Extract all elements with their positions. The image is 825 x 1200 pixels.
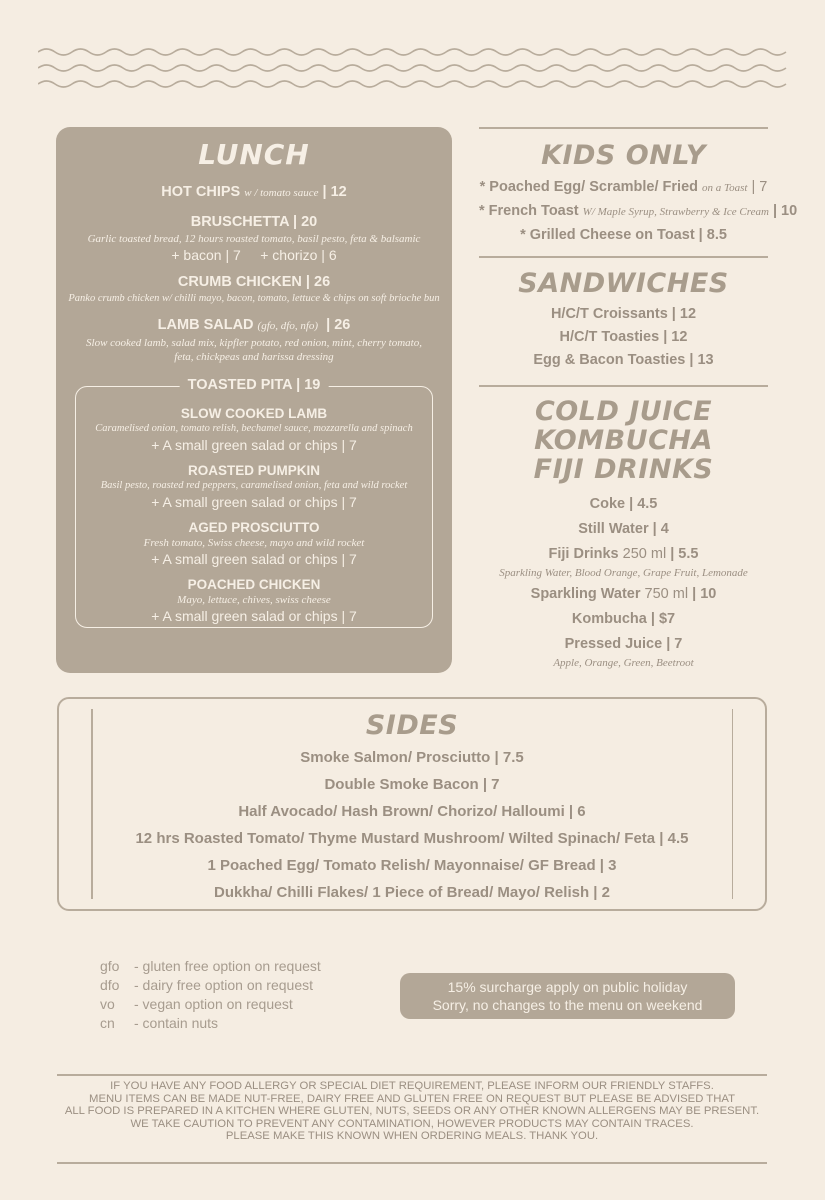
item-name: LAMB SALAD (157, 317, 254, 333)
item-description: Slow cooked lamb, salad mix, kipfler potato, red onion, mint, cherry tomato, (86, 337, 422, 349)
item-name: ROASTED PUMPKIN (187, 463, 320, 478)
menu-item-side: 12 hrs Roasted Tomato/ Thyme Mustard Mushroom/ Wilted Spinach/ Feta | 4.5 (135, 830, 689, 847)
divider (732, 709, 734, 899)
menu-item-pita (76, 519, 432, 569)
menu-item-pita (76, 405, 432, 455)
sides-title: SIDES (365, 710, 459, 741)
divider (57, 1162, 767, 1164)
allergy-line: PLEASE MAKE THIS KNOWN WHEN ORDERING MEALS. THANK YOU. (225, 1130, 599, 1142)
surcharge-notice (400, 973, 735, 1019)
divider (479, 127, 768, 129)
menu-item-crumb-chicken (56, 272, 452, 306)
allergy-notice (57, 1080, 767, 1143)
menu-item-sandwich: Egg & Bacon Toasties | 13 (533, 352, 714, 368)
item-note: (gfo, dfo, nfo) (257, 320, 319, 332)
item-description: Garlic toasted bread, 12 hours roasted tomato, basil pesto, feta & balsamic (87, 233, 421, 245)
item-extras: + bacon | 7 + chorizo | 6 (171, 247, 337, 263)
menu-item-drink (479, 542, 768, 567)
sandwiches-title: SANDWICHES (518, 268, 729, 299)
item-price: | 12 (322, 184, 347, 200)
dietary-legend (100, 957, 321, 1033)
decorative-waves (38, 44, 788, 94)
legend-text: - contain nuts (134, 1015, 219, 1031)
legend-text: - gluten free option on request (134, 958, 321, 974)
legend-key: cn (100, 1015, 115, 1031)
menu-item-side: 1 Poached Egg/ Tomato Relish/ Mayonnaise/ GF Bread | 3 (207, 857, 617, 874)
legend-text: - dairy free option on request (134, 977, 313, 993)
allergy-line: MENU ITEMS CAN BE MADE NUT-FREE, DAIRY FREE AND GLUTEN FREE ON REQUEST BUT PLEASE BE ADVISED THAT (89, 1092, 735, 1105)
item-description: Apple, Orange, Green, Beetroot (553, 657, 694, 669)
drinks-title-line: KOMBUCHA (534, 425, 713, 456)
divider (91, 709, 93, 899)
item-extras: + A small green salad or chips | 7 (151, 437, 357, 453)
item-price: | 10 (772, 203, 798, 219)
item-name: SLOW COOKED LAMB (180, 406, 328, 421)
item-description: Mayo, lettuce, chives, swiss cheese (177, 594, 331, 606)
toasted-pita-box (75, 377, 433, 628)
drinks-title-line: FIJI DRINKS (533, 454, 714, 485)
menu-item-drink: Kombucha | $7 (571, 611, 676, 627)
menu-item-sandwich: H/C/T Croissants | 12 (550, 306, 697, 322)
item-name: Sparkling Water (530, 586, 641, 602)
legend-text: - vegan option on request (134, 996, 293, 1012)
menu-item-drink: Pressed Juice | 7 (564, 636, 683, 652)
menu-item-kids (479, 176, 768, 200)
menu-item-drink (479, 581, 768, 607)
item-description: Basil pesto, roasted red peppers, caramelised onion, feta and wild rocket (100, 480, 408, 491)
item-price: | 10 (692, 586, 717, 602)
sandwiches-section (479, 265, 768, 372)
toasted-pita-title: TOASTED PITA | 19 (180, 377, 329, 393)
item-description: Fresh tomato, Swiss cheese, mayo and wild rocket (143, 537, 365, 549)
drinks-section (479, 397, 768, 669)
item-price: | 7 (751, 179, 768, 195)
item-name: * Poached Egg/ Scramble/ Fried (479, 179, 698, 195)
menu-item-side: Dukkha/ Chilli Flakes/ 1 Piece of Bread/ Mayo/ Relish | 2 (213, 884, 610, 901)
item-description: Caramelised onion, tomato relish, bechamel sauce, mozzarella and spinach (95, 423, 413, 434)
item-size: 750 ml (644, 586, 689, 602)
item-size: 250 ml (622, 546, 667, 562)
divider (479, 385, 768, 387)
legend-item (100, 976, 321, 995)
item-name: AGED PROSCIUTTO (188, 520, 320, 535)
notice-line: Sorry, no changes to the menu on weekend (432, 997, 703, 1013)
lunch-title: LUNCH (198, 138, 310, 171)
drinks-title (479, 397, 768, 484)
legend-key: vo (100, 996, 115, 1012)
menu-item-drink: Still Water | 4 (578, 521, 669, 537)
allergy-line: IF YOU HAVE ANY FOOD ALLERGY OR SPECIAL DIET REQUIREMENT, PLEASE INFORM OUR FRIENDLY STAFFS. (110, 1080, 714, 1092)
menu-item-side: Half Avocado/ Hash Brown/ Chorizo/ Halloumi | 6 (238, 803, 586, 820)
menu-item-bruschetta (56, 212, 452, 264)
kids-title: KIDS ONLY (541, 140, 706, 171)
legend-item (100, 1014, 321, 1033)
allergy-line: WE TAKE CAUTION TO PREVENT ANY CONTAMINATION, HOWEVER PRODUCTS MAY CONTAIN TRACES. (130, 1117, 694, 1130)
drinks-title-line: COLD JUICE (534, 396, 713, 427)
item-extras: + A small green salad or chips | 7 (151, 494, 357, 510)
item-description: Panko crumb chicken w/ chilli mayo, bacon, tomato, lettuce & chips on soft brioche bun (68, 293, 440, 304)
menu-item-kids (479, 200, 798, 224)
legend-item (100, 957, 321, 976)
lunch-panel (56, 127, 452, 673)
item-name: HOT CHIPS (161, 184, 241, 200)
item-note: W/ Maple Syrup, Strawberry & Ice Cream (582, 206, 769, 218)
legend-key: gfo (100, 958, 120, 974)
item-note: w / tomato sauce (244, 187, 319, 199)
item-name: BRUSCHETTA | 20 (190, 214, 318, 230)
item-price: | 5.5 (670, 546, 699, 562)
menu-item-sandwich: H/C/T Toasties | 12 (559, 329, 688, 345)
divider (57, 1074, 767, 1076)
item-name: * Grilled Cheese on Toast | 8.5 (520, 227, 727, 243)
item-price: | 26 (326, 317, 351, 333)
menu-item-hot-chips (56, 182, 452, 203)
menu-item-pita (76, 576, 432, 626)
menu-item-lamb-salad (56, 315, 452, 364)
item-extras: + A small green salad or chips | 7 (151, 608, 357, 624)
item-name: * French Toast (479, 203, 579, 219)
item-description: feta, chickpeas and harissa dressing (174, 351, 334, 363)
menu-item-side: Double Smoke Bacon | 7 (324, 776, 500, 793)
item-description: Sparkling Water, Blood Orange, Grape Fruit, Lemonade (499, 567, 748, 579)
divider (479, 256, 768, 258)
sides-panel (57, 697, 767, 911)
item-note: on a Toast (702, 182, 748, 194)
menu-item-side: Smoke Salmon/ Prosciutto | 7.5 (300, 749, 524, 766)
kids-section (479, 138, 798, 247)
notice-line: 15% surcharge apply on public holiday (447, 979, 688, 995)
item-name: Fiji Drinks (548, 546, 619, 562)
item-extras: + A small green salad or chips | 7 (151, 551, 357, 567)
item-name: POACHED CHICKEN (187, 577, 321, 592)
menu-item-pita (76, 462, 432, 512)
legend-key: dfo (100, 977, 120, 993)
item-name: CRUMB CHICKEN | 26 (177, 274, 331, 290)
menu-item-kids (479, 224, 768, 247)
legend-item (100, 995, 321, 1014)
menu-item-drink: Coke | 4.5 (589, 496, 658, 512)
allergy-line: ALL FOOD IS PREPARED IN A KITCHEN WHERE GLUTEN, NUTS, SEEDS OR ANY OTHER KNOWN ALLERGENS MAY BE PRESENT. (64, 1105, 760, 1117)
